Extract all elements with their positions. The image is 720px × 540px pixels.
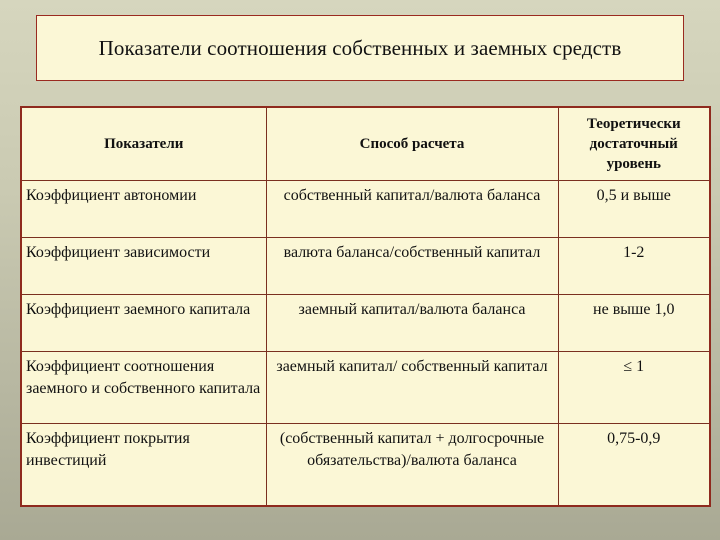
row-calculation-method: заемный капитал/валюта баланса xyxy=(266,295,558,352)
row-indicator-name: Коэффициент соотношения заемного и собственного капитала xyxy=(21,352,266,423)
header-indicators: Показатели xyxy=(21,107,266,180)
row-indicator-name: Коэффициент покрытия инвестиций xyxy=(21,423,266,506)
row-indicator-name: Коэффициент зависимости xyxy=(21,238,266,295)
row-indicator-name: Коэффициент автономии xyxy=(21,180,266,237)
table-row xyxy=(21,238,710,295)
row-theoretical-level: 0,5 и выше xyxy=(558,180,710,237)
row-theoretical-level: ≤ 1 xyxy=(558,352,710,423)
row-theoretical-level: не выше 1,0 xyxy=(558,295,710,352)
header-calculation-method: Способ расчета xyxy=(266,107,558,180)
table-row xyxy=(21,180,710,237)
table-row xyxy=(21,423,710,506)
row-theoretical-level: 1-2 xyxy=(558,238,710,295)
table-header-row xyxy=(21,107,710,180)
row-indicator-name: Коэффициент заемного капитала xyxy=(21,295,266,352)
row-calculation-method: заемный капитал/ собственный капитал xyxy=(266,352,558,423)
row-theoretical-level: 0,75-0,9 xyxy=(558,423,710,506)
table-row xyxy=(21,295,710,352)
title-box xyxy=(36,15,684,81)
ratios-table xyxy=(20,106,711,507)
slide-title: Показатели соотношения собственных и заемных средств xyxy=(98,35,622,60)
row-calculation-method: (собственный капитал + долгосрочные обязательства)/валюта баланса xyxy=(266,423,558,506)
header-theoretical-level: Теоретически достаточный уровень xyxy=(558,107,710,180)
row-calculation-method: собственный капитал/валюта баланса xyxy=(266,180,558,237)
row-calculation-method: валюта баланса/собственный капитал xyxy=(266,238,558,295)
table-row xyxy=(21,352,710,423)
